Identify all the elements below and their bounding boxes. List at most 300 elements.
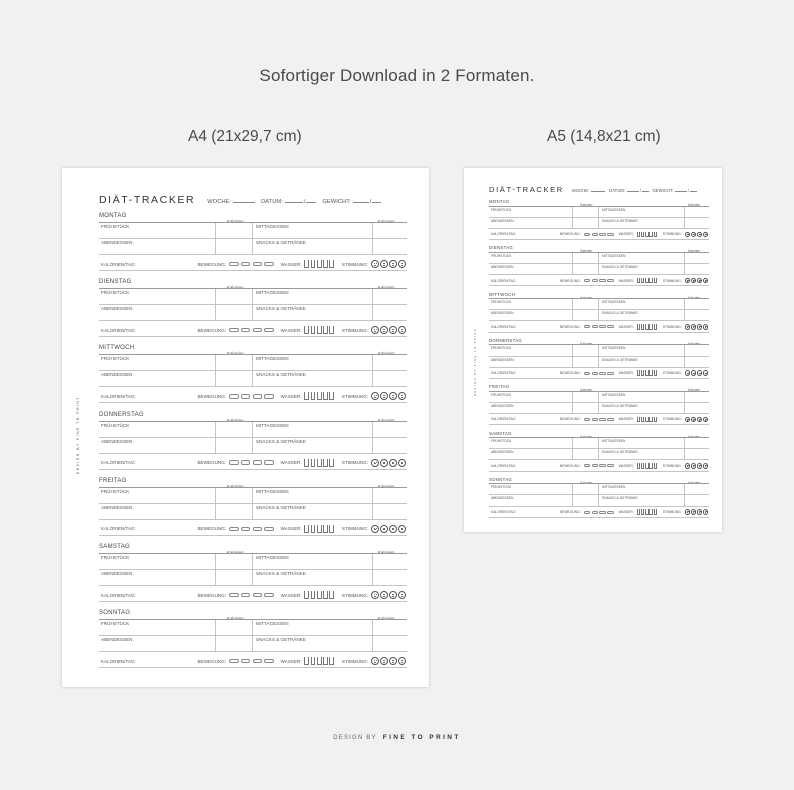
meal-cell [685, 403, 709, 414]
glass-icon [304, 392, 309, 400]
meal-cell [373, 554, 407, 570]
smiley-icon [371, 525, 379, 533]
smiley-icon [371, 657, 379, 665]
smiley-icon [398, 392, 406, 400]
kalorien-label: Kalorien [226, 219, 244, 224]
smiley-eye [384, 660, 385, 661]
glass-icon [304, 591, 309, 599]
walk-icon [607, 418, 613, 421]
meal-cell [373, 570, 407, 586]
smiley-eye [402, 395, 403, 396]
meal-cell [373, 355, 407, 371]
smiley-icon [685, 324, 690, 330]
meal-cell [373, 636, 407, 652]
kalorien-label: Kalorien [226, 351, 244, 357]
kalorien-tag-label: KALORIEN/TAG: [491, 510, 517, 515]
meal-cell [373, 289, 407, 305]
meal-cell [685, 253, 709, 264]
stimmung-label: STIMMUNG: [341, 658, 369, 664]
walk-icon [592, 418, 598, 421]
meal-cell [573, 403, 599, 414]
meal-cell [573, 495, 599, 506]
datum-field-slash: / [303, 199, 306, 205]
meal-cell [685, 218, 709, 229]
footer-rule [489, 239, 709, 240]
day-name: DIENSTAG [99, 279, 132, 286]
walk-icon [241, 527, 251, 531]
stimmung-label: STIMMUNG: [662, 278, 682, 283]
datum-field-label: DATUM: [609, 188, 625, 193]
walk-icon [599, 233, 605, 236]
kalorien-label: Kalorien [377, 285, 395, 291]
kalorien-label: Kalorien [688, 203, 701, 207]
footer-rule [99, 469, 407, 470]
walk-icon [584, 233, 590, 236]
glass-icon [323, 525, 328, 533]
glass-icon [329, 591, 334, 599]
wasser-label: WASSER: [280, 658, 302, 664]
kalorien-label: Kalorien [377, 483, 395, 489]
day-block [99, 213, 407, 279]
woche-field-label: WOCHE: [571, 188, 590, 193]
kalorien-label: Kalorien [580, 388, 593, 393]
bewegung-label: BEWEGUNG: [560, 324, 581, 329]
kalorien-label: Kalorien [580, 341, 593, 346]
smiley-eye [402, 462, 403, 463]
bewegung-label: BEWEGUNG: [560, 371, 581, 376]
glass-icon [649, 324, 652, 330]
glass-icon [654, 324, 657, 330]
kalorien-label: Kalorien [226, 550, 244, 555]
footer-rule [489, 471, 709, 472]
glass-icon [645, 324, 648, 330]
smiley-eye [376, 263, 377, 264]
glass-icon [645, 232, 648, 238]
day-name: SONNTAG [99, 610, 131, 617]
format-label-a5: A5 (14,8x21 cm) [547, 128, 661, 145]
stimmung-label: STIMMUNG: [662, 510, 682, 515]
meal-cell [573, 438, 599, 449]
meal-cell [216, 355, 253, 371]
meal-label: SNACKS & GETRÄNKE [256, 571, 306, 576]
glass-icon [645, 509, 648, 515]
smiley-eye [376, 462, 377, 463]
walk-icon [229, 659, 239, 663]
day-footer [101, 591, 407, 599]
bewegung-label: BEWEGUNG: [560, 232, 581, 237]
stimmung-label: STIMMUNG: [341, 592, 369, 598]
meal-label: SNACKS & GETRÄNKE [256, 637, 306, 643]
bewegung-label: BEWEGUNG: [197, 393, 227, 399]
walk-icon [241, 328, 251, 332]
smiley-icon [697, 417, 702, 423]
smiley-eye [402, 263, 403, 264]
datum-field-line [627, 191, 639, 192]
day-block [489, 199, 709, 245]
smiley-icon [703, 509, 708, 515]
meal-label: FRÜHSTÜCK [491, 485, 512, 490]
walk-icon [229, 262, 239, 266]
glass-icon [317, 326, 322, 334]
meal-label: SNACKS & GETRÄNKE [256, 438, 306, 444]
walk-icon [229, 593, 239, 597]
glass-icon [641, 417, 644, 423]
smiley-icon [380, 326, 388, 334]
smiley-icon [371, 326, 379, 334]
walk-icon [264, 593, 274, 597]
day-name: SAMSTAG [99, 544, 130, 550]
smiley-icon [380, 525, 388, 533]
glass-icon [641, 463, 644, 469]
gewicht-field-label: GEWICHT: [322, 199, 351, 205]
meal-cell [685, 484, 709, 495]
meal-label: FRÜHSTÜCK [101, 621, 130, 627]
meal-grid [99, 354, 407, 387]
walk-icon [229, 460, 239, 464]
stimmung-label: STIMMUNG: [662, 371, 682, 376]
smiley-eye [376, 594, 377, 595]
smiley-eye [376, 395, 377, 396]
meal-cell [573, 484, 599, 495]
meal-label: SNACKS & GETRÄNKE [256, 306, 306, 312]
headline: Sofortiger Download in 2 Formaten. [259, 66, 535, 85]
meal-label: FRÜHSTÜCK [101, 356, 130, 362]
header-row [99, 194, 387, 206]
meal-label: FRÜHSTÜCK [491, 253, 512, 258]
day-footer [491, 232, 709, 238]
kalorien-label: Kalorien [580, 434, 593, 439]
meal-cell [685, 207, 709, 218]
day-footer [101, 525, 407, 533]
glass-icon [329, 326, 334, 334]
day-footer [491, 370, 709, 376]
glass-icon [649, 278, 652, 284]
meal-label: MITTAGESSEN [602, 300, 626, 305]
bewegung-label: BEWEGUNG: [197, 327, 227, 333]
meal-cell [685, 438, 709, 449]
walk-icon [599, 325, 605, 328]
smiley-icon [691, 370, 696, 376]
meal-cell [573, 207, 599, 218]
smiley-eye [376, 660, 377, 661]
walk-icon [241, 394, 251, 398]
walk-icon [592, 464, 598, 467]
meal-cell [373, 438, 407, 454]
kalorien-label: Kalorien [580, 480, 593, 485]
smiley-icon [697, 370, 702, 376]
day-name: DONNERSTAG [489, 337, 523, 343]
stimmung-label: STIMMUNG: [662, 417, 682, 422]
smiley-icon [703, 370, 708, 376]
smiley-icon [691, 324, 696, 330]
format-label-a4: A4 (21x29,7 cm) [188, 128, 302, 145]
meal-label: SNACKS & GETRÄNKE [602, 311, 638, 316]
glass-icon [317, 392, 322, 400]
datum-field-line [285, 202, 303, 203]
glass-icon [311, 657, 316, 665]
walk-icon [599, 418, 605, 421]
gewicht-field [653, 188, 697, 193]
meal-label: ABENDESSEN [491, 264, 514, 269]
kalorien-tag-label: KALORIEN/TAG: [101, 393, 136, 399]
meal-label: FRÜHSTÜCK [491, 207, 512, 212]
glass-icon [317, 525, 322, 533]
smiley-icon [691, 232, 696, 238]
glass-icon [654, 463, 657, 469]
walk-icon [253, 659, 263, 663]
meal-label: SNACKS & GETRÄNKE [602, 264, 638, 269]
day-block [99, 544, 407, 610]
smiley-eye [402, 329, 403, 330]
glass-icon [329, 392, 334, 400]
glass-icon [323, 260, 328, 268]
glass-icon [304, 459, 309, 467]
glass-icon [654, 278, 657, 284]
smiley-icon [389, 392, 397, 400]
smiley-icon [389, 657, 397, 665]
smiley-icon [389, 326, 397, 334]
glass-icon [649, 509, 652, 515]
meal-cell [685, 345, 709, 356]
woche-field-line [591, 191, 605, 192]
glass-icon [654, 417, 657, 423]
smiley-icon [380, 591, 388, 599]
walk-icon [253, 262, 263, 266]
design-credit [0, 734, 794, 741]
meal-cell [216, 570, 253, 586]
meal-label: SNACKS & GETRÄNKE [602, 218, 638, 223]
glass-icon [637, 370, 640, 376]
meal-cell [216, 488, 253, 504]
kalorien-tag-label: KALORIEN/TAG: [491, 417, 517, 422]
meal-label: FRÜHSTÜCK [491, 300, 512, 305]
meal-label: ABENDESSEN [491, 311, 514, 316]
smiley-eye [376, 528, 377, 529]
a5-sheet-preview [464, 168, 722, 532]
meal-cell [685, 392, 709, 403]
footer-rule [99, 402, 407, 403]
smiley-eye [393, 660, 394, 661]
meal-label: FRÜHSTÜCK [491, 392, 512, 397]
glass-icon [637, 278, 640, 284]
footer-rule [99, 601, 407, 602]
meal-label: FRÜHSTÜCK [101, 290, 130, 296]
kalorien-tag-label: KALORIEN/TAG: [101, 460, 136, 466]
day-block [99, 412, 407, 478]
walk-icon [264, 460, 274, 464]
credit-brand: FINE TO PRINT [382, 734, 461, 741]
bewegung-label: BEWEGUNG: [197, 658, 227, 664]
meal-cell [216, 289, 253, 305]
day-name: FREITAG [489, 384, 510, 390]
day-name: SONNTAG [489, 476, 513, 482]
meal-label: MITTAGESSEN [256, 224, 289, 229]
smiley-eye [393, 528, 394, 529]
smiley-icon [691, 417, 696, 423]
glass-icon [641, 509, 644, 515]
gewicht-field [322, 199, 381, 205]
meal-label: FRÜHSTÜCK [101, 488, 130, 494]
kalorien-label: Kalorien [688, 295, 701, 300]
meal-grid [99, 421, 407, 454]
gewicht-field-slash: / [688, 188, 690, 193]
walk-icon [229, 394, 239, 398]
wasser-label: WASSER: [280, 526, 302, 532]
glass-icon [645, 417, 648, 423]
kalorien-tag-label: KALORIEN/TAG: [101, 261, 136, 267]
glass-icon [645, 463, 648, 469]
smiley-eye [402, 594, 403, 595]
meal-cell [216, 371, 253, 387]
meal-label: MITTAGESSEN [602, 439, 626, 443]
walk-icon [584, 279, 590, 282]
kalorien-label: Kalorien [688, 341, 701, 346]
wasser-label: WASSER: [618, 417, 634, 422]
bewegung-label: BEWEGUNG: [197, 526, 227, 532]
bewegung-label: BEWEGUNG: [197, 261, 227, 267]
kalorien-label: Kalorien [226, 285, 244, 291]
bewegung-label: BEWEGUNG: [197, 460, 227, 466]
meal-cell [573, 449, 599, 460]
datum-field-slash: / [639, 188, 642, 193]
smiley-icon [371, 459, 379, 467]
wasser-label: WASSER: [280, 460, 302, 466]
glass-icon [637, 509, 640, 515]
walk-icon [264, 394, 274, 398]
kalorien-tag-label: KALORIEN/TAG: [101, 526, 136, 532]
smiley-eye [393, 594, 394, 595]
gewicht-field-line [675, 191, 687, 192]
meal-label: ABENDESSEN [101, 571, 133, 576]
gewicht-field-line-2 [690, 191, 697, 192]
smiley-icon [380, 459, 388, 467]
day-name: DIENSTAG [489, 245, 514, 251]
day-block [99, 478, 407, 544]
meal-label: ABENDESSEN [491, 496, 514, 501]
smiley-icon [398, 326, 406, 334]
walk-icon [584, 325, 590, 328]
gewicht-field-line-2 [372, 202, 381, 203]
meal-cell [216, 223, 253, 239]
bewegung-label: BEWEGUNG: [560, 510, 581, 515]
walk-icon [253, 394, 263, 398]
woche-field [207, 199, 255, 205]
smiley-icon [703, 232, 708, 238]
meal-label: MITTAGESSEN [256, 488, 289, 494]
stimmung-label: STIMMUNG: [341, 261, 369, 267]
day-block [489, 431, 709, 477]
meal-label: FRÜHSTÜCK [101, 555, 130, 560]
side-brand: DESIGN BY FINE TO PRINT [76, 396, 80, 475]
meal-cell [373, 504, 407, 520]
glass-icon [649, 232, 652, 238]
glass-icon [329, 459, 334, 467]
meal-label: FRÜHSTÜCK [101, 224, 130, 229]
glass-icon [311, 525, 316, 533]
stimmung-label: STIMMUNG: [662, 463, 682, 468]
datum-field-label: DATUM: [261, 199, 283, 205]
meal-label: ABENDESSEN [491, 450, 514, 455]
walk-icon [592, 233, 598, 236]
meal-grid [489, 206, 709, 229]
meal-cell [685, 310, 709, 321]
wasser-label: WASSER: [280, 592, 302, 598]
meal-label: ABENDESSEN [101, 504, 133, 510]
smiley-icon [685, 509, 690, 515]
glass-icon [317, 657, 322, 665]
meal-grid [489, 391, 709, 414]
smiley-eye [376, 329, 377, 330]
meal-label: SNACKS & GETRÄNKE [602, 403, 638, 408]
meal-cell [216, 554, 253, 570]
glass-icon [654, 232, 657, 238]
day-footer [101, 459, 407, 467]
day-block [489, 338, 709, 384]
kalorien-label: Kalorien [688, 434, 701, 439]
meal-label: ABENDESSEN [101, 637, 133, 643]
smiley-icon [697, 509, 702, 515]
smiley-icon [371, 260, 379, 268]
meal-cell [373, 488, 407, 504]
smiley-icon [398, 525, 406, 533]
smiley-icon [685, 370, 690, 376]
stimmung-label: STIMMUNG: [341, 526, 369, 532]
day-footer [101, 392, 407, 400]
kalorien-label: Kalorien [580, 295, 593, 300]
footer-rule [99, 667, 407, 668]
smiley-icon [703, 463, 708, 469]
meal-grid [99, 553, 407, 586]
walk-icon [607, 372, 613, 375]
smiley-icon [389, 459, 397, 467]
kalorien-label: Kalorien [580, 249, 593, 254]
wasser-label: WASSER: [618, 371, 634, 376]
stimmung-label: STIMMUNG: [662, 232, 682, 237]
kalorien-tag-label: KALORIEN/TAG: [491, 324, 517, 329]
walk-icon [599, 372, 605, 375]
smiley-icon [389, 525, 397, 533]
glass-icon [317, 260, 322, 268]
smiley-eye [384, 395, 385, 396]
day-block [489, 245, 709, 291]
walk-icon [607, 325, 613, 328]
glass-icon [329, 657, 334, 665]
meal-label: MITTAGESSEN [602, 392, 626, 397]
wasser-label: WASSER: [280, 261, 302, 267]
meal-cell [373, 422, 407, 438]
day-block [489, 292, 709, 338]
kalorien-tag-label: KALORIEN/TAG: [491, 463, 517, 468]
glass-icon [329, 260, 334, 268]
kalorien-label: Kalorien [377, 417, 395, 423]
meal-label: FRÜHSTÜCK [491, 439, 512, 443]
day-name: MONTAG [99, 213, 127, 219]
credit-prefix: DESIGN BY [333, 735, 377, 741]
glass-icon [304, 326, 309, 334]
glass-icon [637, 232, 640, 238]
walk-icon [607, 279, 613, 282]
glass-icon [641, 278, 644, 284]
side-brand: DESIGN BY FINE TO PRINT [474, 328, 477, 396]
datum-field [609, 188, 649, 193]
day-name: MITTWOCH [489, 291, 516, 297]
smiley-icon [389, 591, 397, 599]
walk-icon [599, 511, 605, 514]
smiley-eye [384, 263, 385, 264]
footer-rule [489, 378, 709, 379]
kalorien-label: Kalorien [377, 616, 395, 622]
footer-rule [489, 285, 709, 286]
